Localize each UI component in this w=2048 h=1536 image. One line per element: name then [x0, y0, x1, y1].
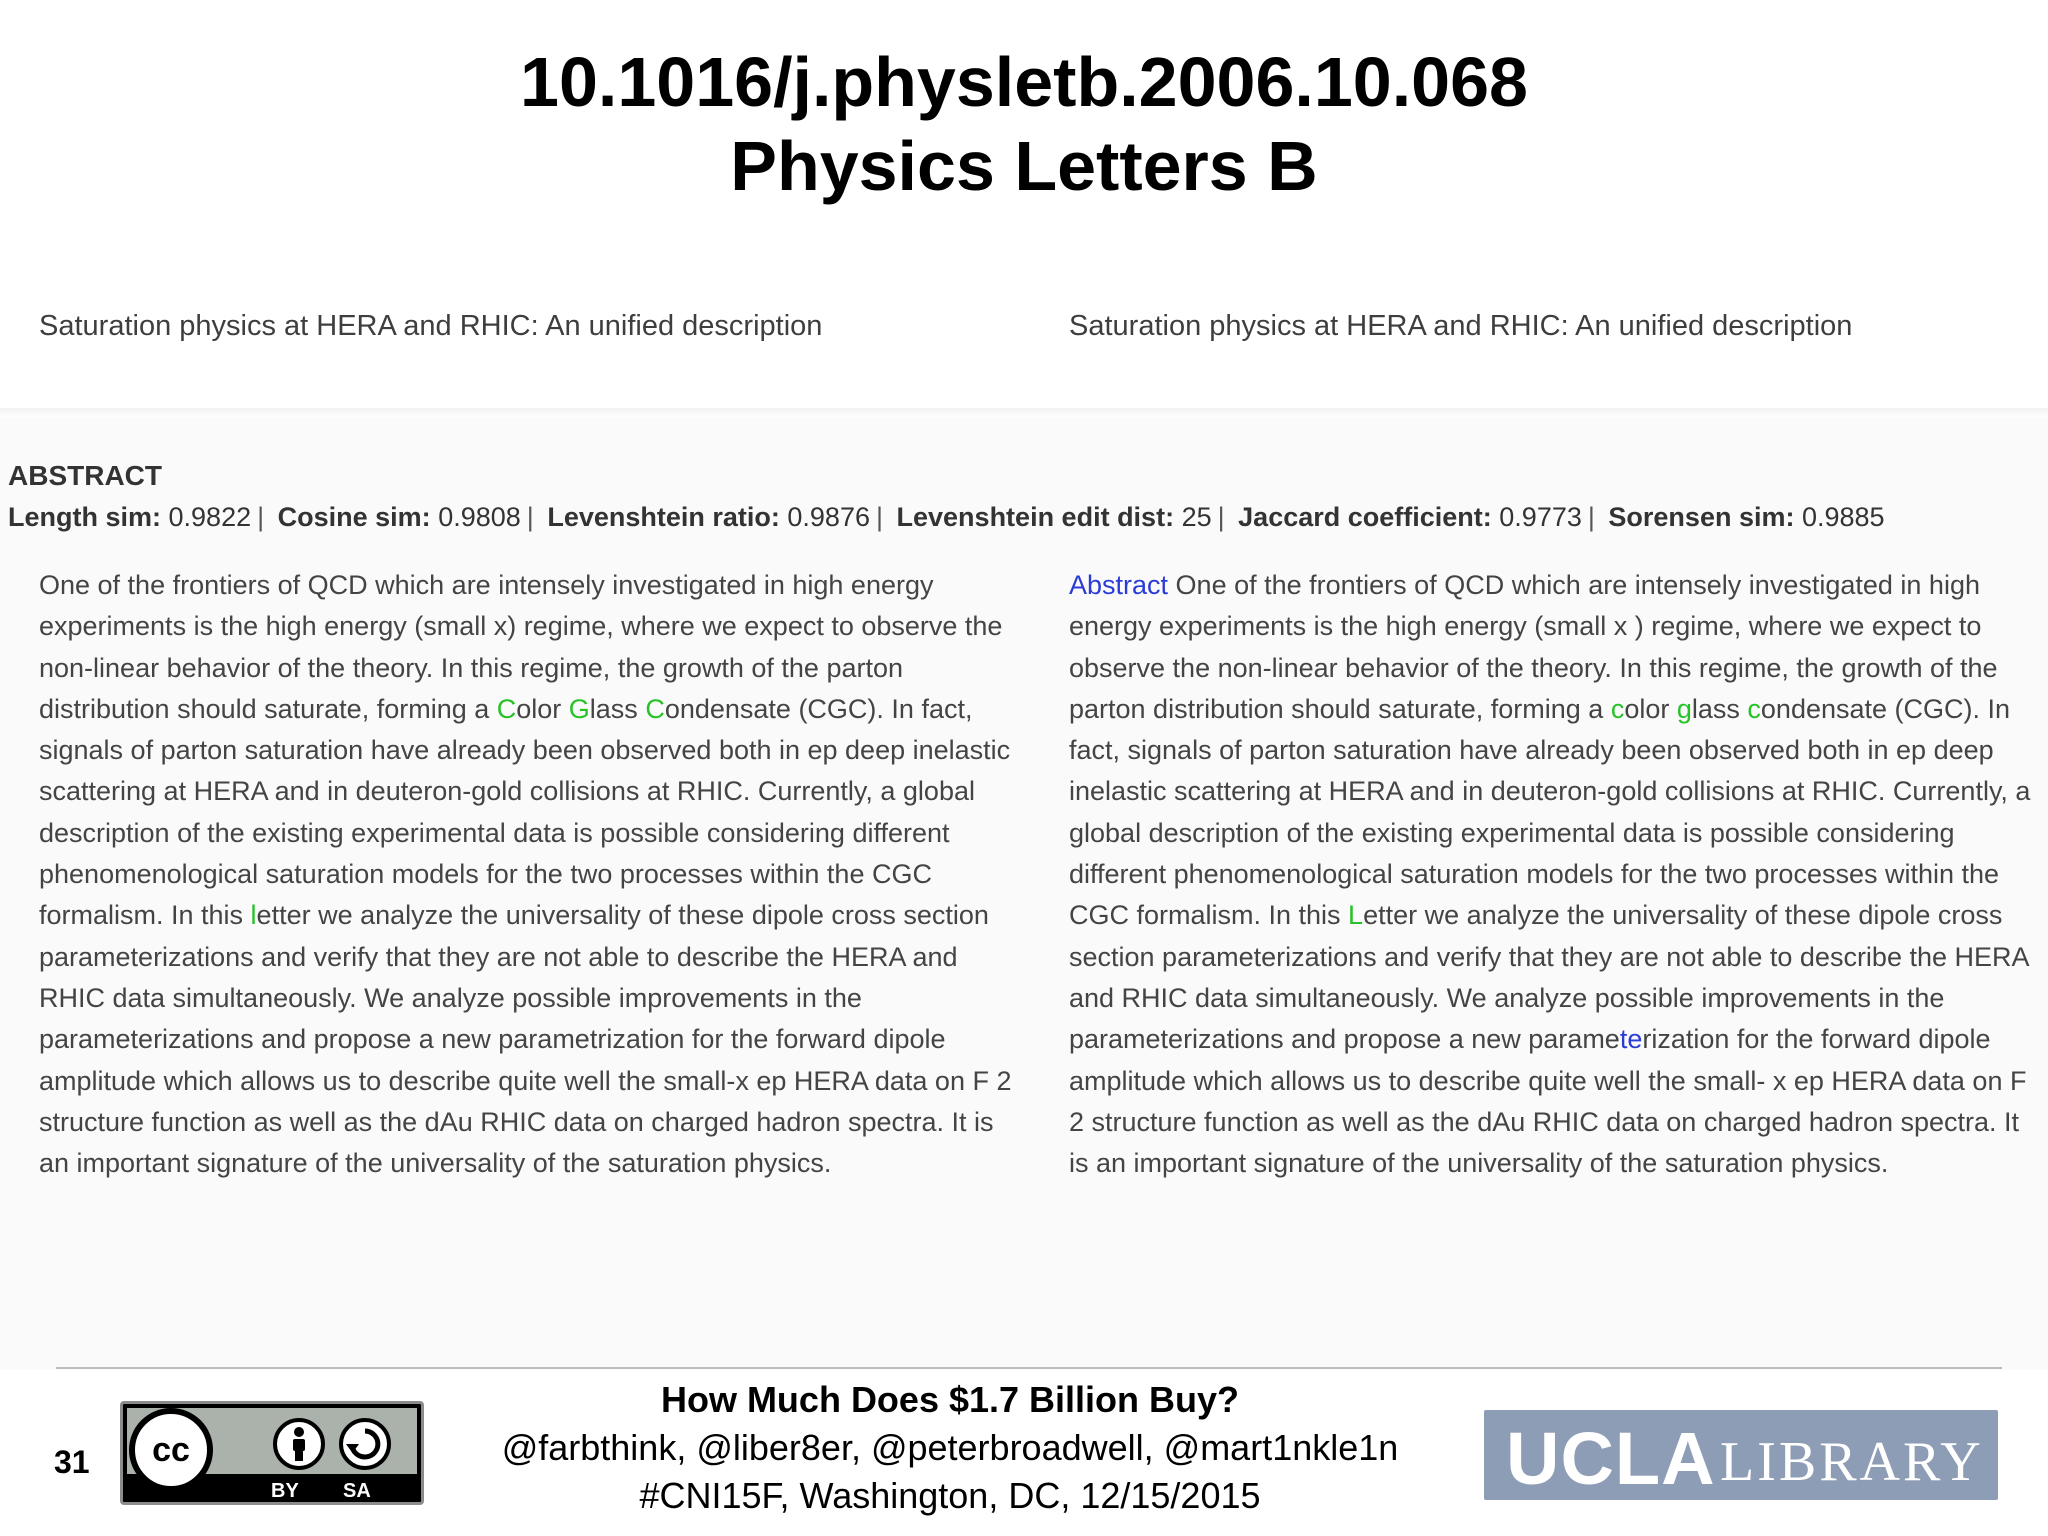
doi-title: 10.1016/j.physletb.2006.10.068 — [520, 43, 1528, 121]
metric-value-levenshtein-dist: 25 — [1181, 502, 1212, 532]
abstract-left-text: etter we analyze the universality of these dipole cross section parameterizations and verify that they are not able to describe the HERA and RHIC data simultaneously. We analyze possible improvements in the parameterizations and propose a new parametrization for the forward dipole amplitude which allows us to describe quite well the small-x ep HERA data on F 2 structure function as well as the dAu RHIC data on charged hadron spectra. It is an important signature of the universality of the saturation physics. — [39, 900, 1012, 1179]
metric-label-jaccard: Jaccard coefficient: — [1238, 502, 1492, 532]
abstract-right-text: One of the frontiers of QCD which are intensely investigated in high energy experiments is the high energy (small x ) regime, where we expect to observe the non-linear behavior of the theory. In this regime, the growth of the parton distribution should saturate, forming a — [1069, 570, 1998, 724]
footer-divider — [56, 1367, 2002, 1369]
diff-highlight: L — [1348, 900, 1364, 931]
share-alike-arrow-icon — [343, 1422, 387, 1466]
ucla-library-logo — [1484, 1410, 1998, 1500]
paper-titles-row — [0, 310, 2048, 360]
talk-title: How Much Does $1.7 Billion Buy? — [660, 1379, 1240, 1420]
talk-authors: @farbthink, @liber8er, @peterbroadwell, @mart1nkle1n — [501, 1427, 1399, 1468]
diff-highlight: C — [496, 693, 517, 724]
section-divider — [0, 408, 2048, 418]
attribution-icon — [273, 1418, 325, 1470]
cc-sa-label: SA — [343, 1480, 371, 1502]
diff-highlight: l — [250, 900, 257, 931]
page-number: 31 — [54, 1444, 90, 1480]
cc-by-sa-license-badge — [120, 1401, 424, 1505]
abstract-right-text: rization for the forward dipole amplitude which allows us to describe quite well the small- x ep HERA data on F 2 structure function as well as the dAu RHIC data on charged hadron spectra. It is an important signature of the universality of the saturation physics. — [1069, 1024, 2027, 1179]
abstract-heading: ABSTRACT — [8, 460, 162, 491]
share-alike-icon — [339, 1418, 391, 1470]
paper-title-left: Saturation physics at HERA and RHIC: An unified description — [39, 310, 823, 342]
diff-highlight-insert: Abstract — [1069, 570, 1169, 600]
metric-label-sorensen: Sorensen sim: — [1608, 502, 1795, 532]
abstract-right-text: etter we analyze the universality of these dipole cross section parameterizations and verify that they are not able to describe the HERA and RHIC data simultaneously. We analyze possible improvements in the parameterizations and propose a new parame — [1069, 900, 2029, 1055]
footer-citation — [400, 1376, 1500, 1520]
abstract-left-text: One of the frontiers of QCD which are intensely investigated in high energy experiments is the high energy (small x) regime, where we expect to observe the non-linear behavior of the theory. In this regime, the growth of the parton distribution should saturate, forming a — [39, 570, 1003, 724]
metric-label-cosine: Cosine sim: — [277, 502, 431, 532]
journal-title: Physics Letters B — [730, 127, 1318, 205]
abstract-left-text: olor — [516, 693, 569, 724]
paper-title-right: Saturation physics at HERA and RHIC: An unified description — [1069, 310, 1853, 342]
metric-value-sorensen: 0.9885 — [1801, 502, 1885, 532]
cc-by-label: BY — [271, 1480, 299, 1502]
metric-label-levenshtein-ratio: Levenshtein ratio: — [547, 502, 780, 532]
diff-highlight: g — [1676, 693, 1692, 724]
diff-highlight: c — [1747, 693, 1761, 724]
diff-highlight: C — [645, 693, 665, 724]
person-icon — [277, 1422, 321, 1466]
metric-label-length: Length sim: — [8, 502, 161, 532]
slide-title — [0, 40, 2048, 208]
abstract-right — [1069, 565, 2044, 1184]
abstract-right-text: lass — [1691, 693, 1748, 724]
abstract-right-text: ondensate (CGC). In fact, signals of parton saturation have already been observed both in ep deep inelastic scattering at HERA and in deuteron-gold collisions at RHIC. Currently, a global description of the existing experimental data is possible considering different phenomenological saturation models for the two processes within the CGC formalism. In this — [1069, 693, 2031, 931]
diff-highlight-insert: te — [1619, 1024, 1643, 1055]
similarity-metrics: Length sim: 0.9822 | Cosine sim: 0.9808 | Levenshtein ratio: 0.9876 | Levenshtein edit dist: 25 | Jaccard coefficient: 0.9773 | Sorensen sim: 0.9885 — [8, 502, 1885, 532]
abstract-left-text: ondensate (CGC). In fact, signals of parton saturation have already been observed both in ep deep inelastic scattering at HERA and in deuteron-gold collisions at RHIC. Currently, a global description of the existing experimental data is possible considering different phenomenological saturation models for the two processes within the CGC formalism. In this — [39, 693, 1011, 931]
abstract-left — [39, 565, 1029, 1184]
metric-value-cosine: 0.9808 — [438, 502, 521, 532]
diff-highlight: G — [568, 693, 590, 724]
abstract-right-text: olor — [1624, 693, 1677, 724]
abstract-left-text: lass — [589, 693, 646, 724]
metric-value-length: 0.9822 — [168, 502, 252, 532]
metric-value-jaccard: 0.9773 — [1499, 502, 1582, 532]
library-logo-wordmark: LIBRARY — [1720, 1431, 1984, 1493]
talk-event: #CNI15F, Washington, DC, 12/15/2015 — [639, 1475, 1261, 1516]
metric-value-levenshtein-ratio: 0.9876 — [787, 502, 870, 532]
ucla-logo-wordmark: UCLA — [1506, 1417, 1716, 1500]
cc-icon: cc — [129, 1408, 213, 1492]
metric-label-levenshtein-dist: Levenshtein edit dist: — [896, 502, 1175, 532]
diff-highlight: c — [1610, 693, 1625, 724]
